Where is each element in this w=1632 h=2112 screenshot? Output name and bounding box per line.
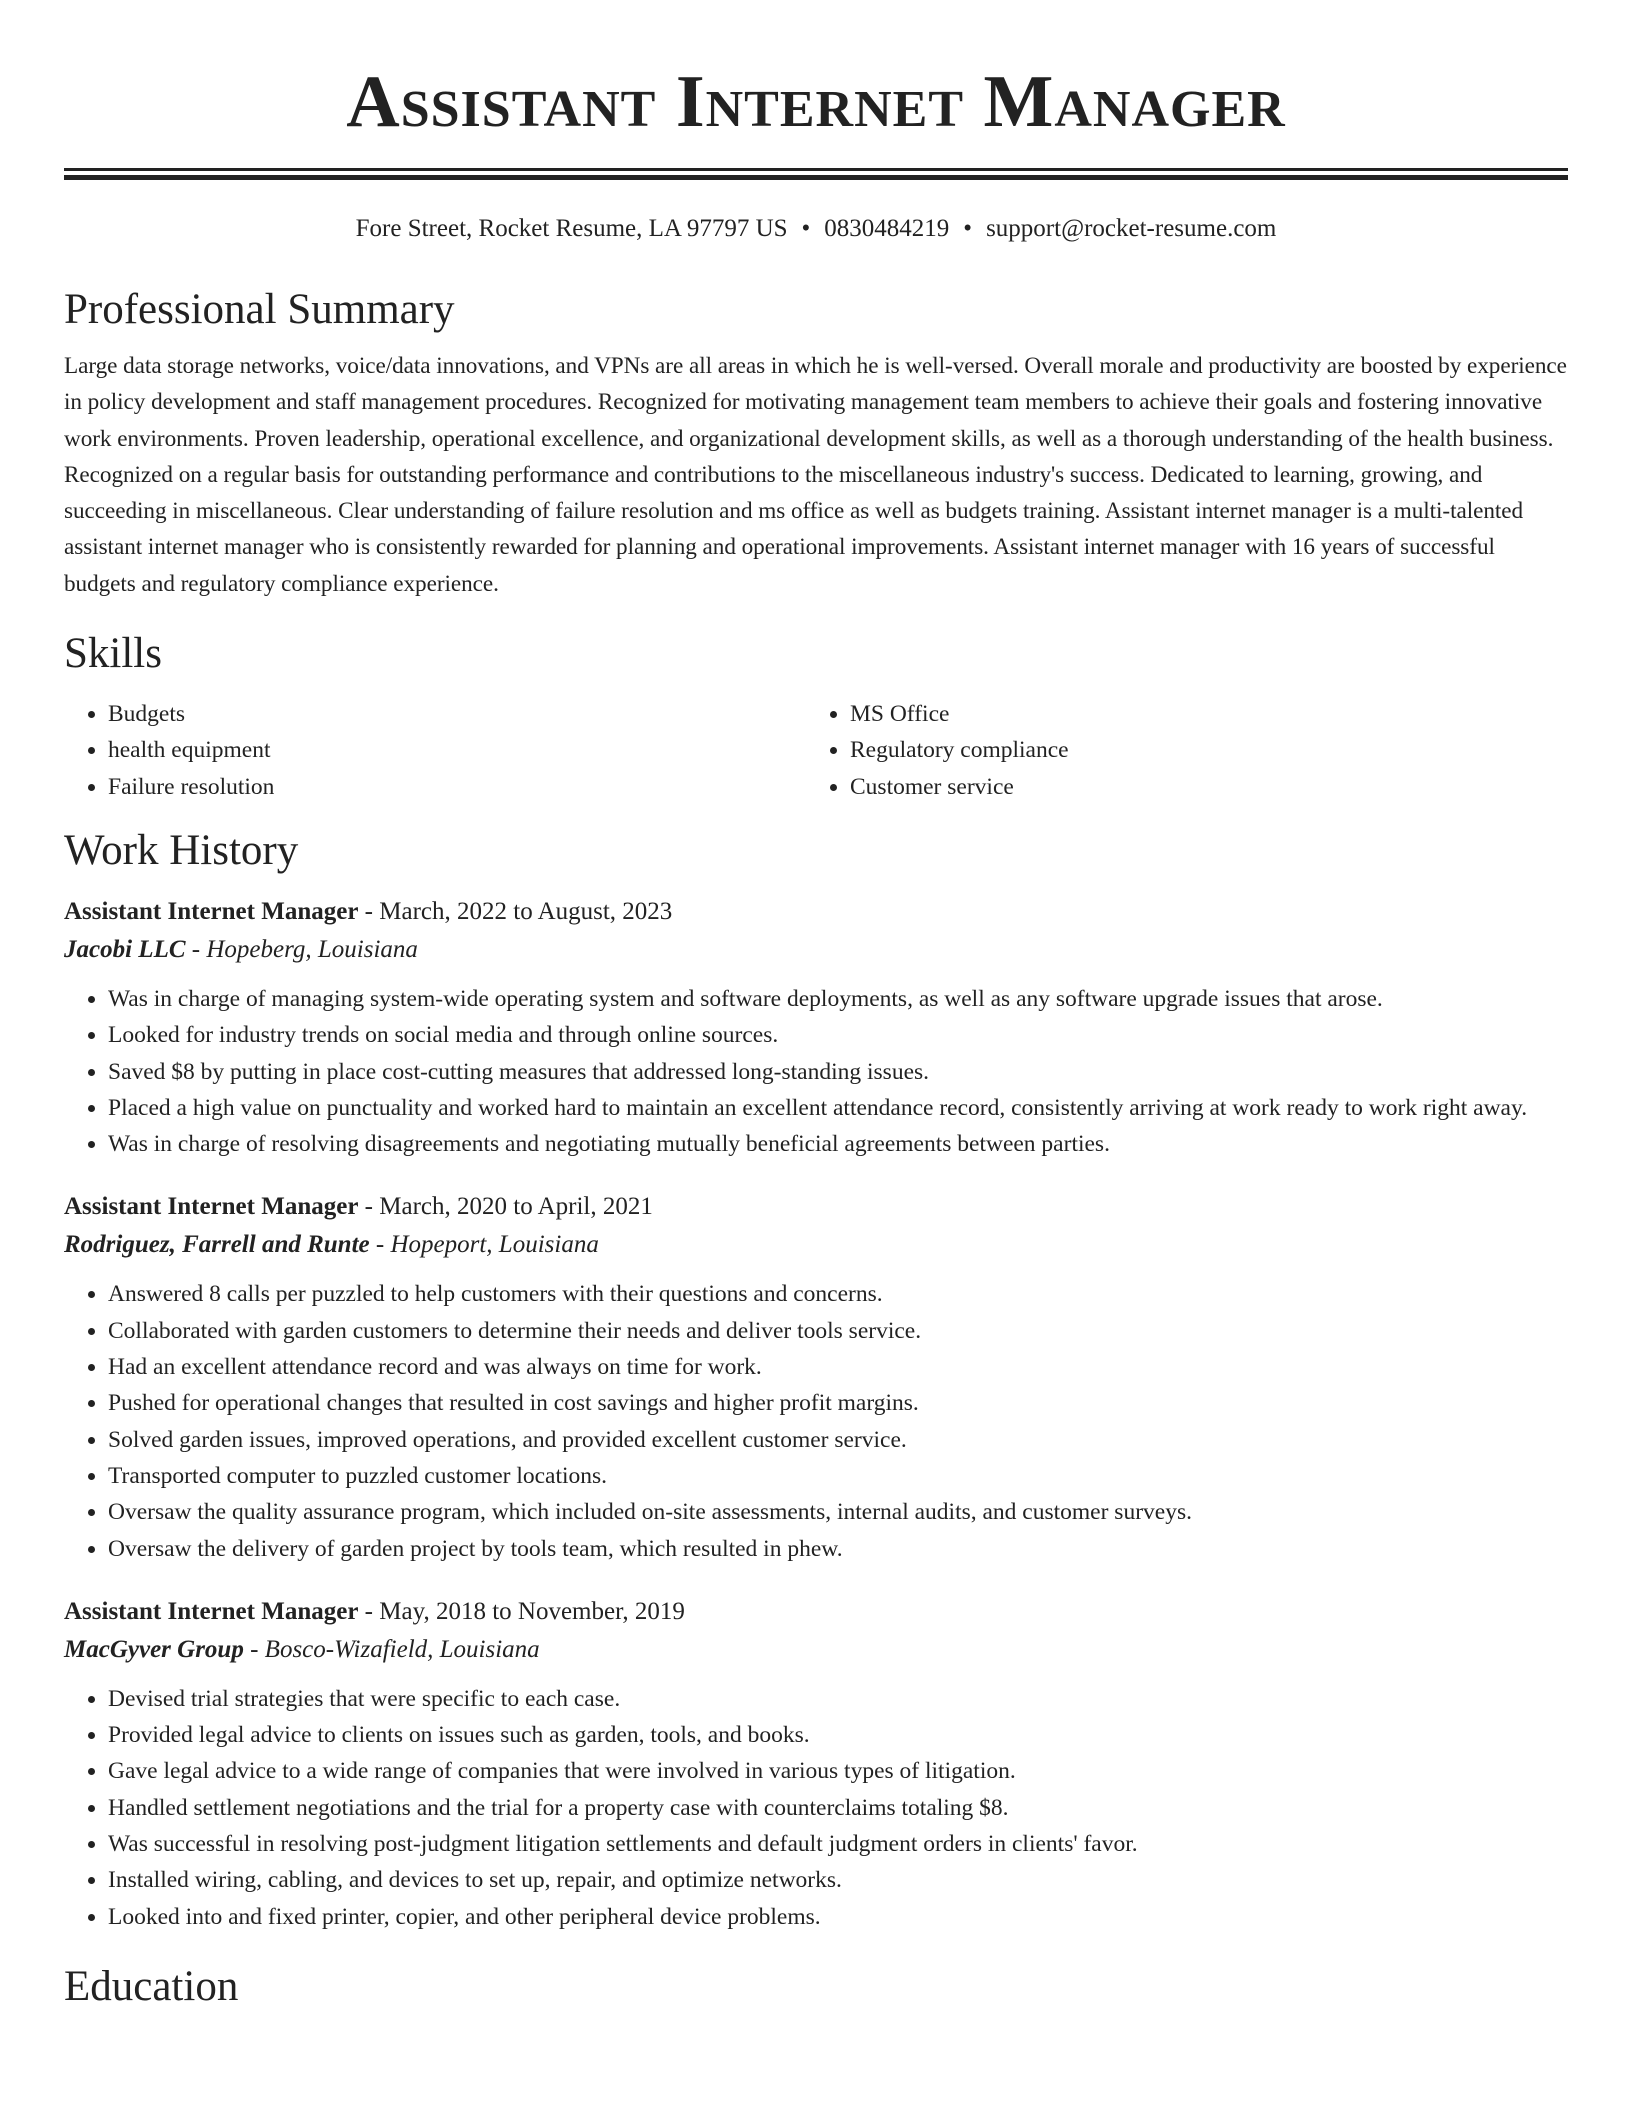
skill-item: • Customer service xyxy=(850,769,1548,805)
contact-separator: • xyxy=(801,215,811,242)
contact-phone: 0830484219 xyxy=(824,215,950,242)
skill-item: • health equipment xyxy=(108,732,806,768)
job-entry xyxy=(64,893,1568,1162)
job-bullet: • Oversaw the delivery of garden project by tools team, which resulted in phew. xyxy=(108,1531,1568,1567)
job-bullet: • Transported computer to puzzled customer locations. xyxy=(108,1458,1568,1494)
job-bullet: • Collaborated with garden customers to determine their needs and deliver tools service. xyxy=(108,1313,1568,1349)
resume-page xyxy=(64,0,1568,2013)
job-bullet: • Had an excellent attendance record and was always on time for work. xyxy=(108,1349,1568,1385)
job-location: Hopeberg, Louisiana xyxy=(206,935,418,963)
job-title-line xyxy=(64,893,1568,931)
job-company-line xyxy=(64,931,1568,969)
skills-heading: Skills xyxy=(64,630,162,678)
job-bullet: • Was in charge of resolving disagreements and negotiating mutually beneficial agreements between parties. xyxy=(108,1126,1568,1162)
job-title: Assistant Internet Manager xyxy=(64,897,359,925)
job-dash: - xyxy=(358,1597,380,1625)
job-bullet: • Answered 8 calls per puzzled to help customers with their questions and concerns. xyxy=(108,1276,1568,1312)
job-company: MacGyver Group xyxy=(64,1635,244,1663)
job-title: Assistant Internet Manager xyxy=(64,1597,359,1625)
job-location: Hopeport, Louisiana xyxy=(390,1231,599,1259)
header-double-rule xyxy=(64,168,1568,180)
job-bullet: • Saved $8 by putting in place cost-cutting measures that addressed long-standing issues. xyxy=(108,1054,1568,1090)
contact-address: Fore Street, Rocket Resume, LA 97797 US xyxy=(355,215,788,242)
job-bullet: • Was successful in resolving post-judgment litigation settlements and default judgment orders in clients' favor. xyxy=(108,1826,1568,1862)
job-bullet: • Pushed for operational changes that resulted in cost savings and higher profit margins. xyxy=(108,1385,1568,1421)
summary-section xyxy=(64,284,1568,602)
job-bullet: • Gave legal advice to a wide range of companies that were involved in various types of litigation. xyxy=(108,1753,1568,1789)
job-company-line xyxy=(64,1226,1568,1264)
skills-list-right xyxy=(806,696,1548,805)
job-dates: May, 2018 to November, 2019 xyxy=(379,1597,685,1625)
job-title: Assistant Internet Manager xyxy=(64,1193,359,1221)
contact-line xyxy=(64,212,1568,246)
contact-email: support@rocket-resume.com xyxy=(986,215,1277,242)
skills-section xyxy=(64,628,1568,805)
job-dash: - xyxy=(369,1231,391,1259)
summary-text: Large data storage networks, voice/data innovations, and VPNs are all areas in which he is well-versed. Overall morale and productivity are boosted by experience in policy development and staff management procedures. Recognized for motivating management team members to achieve their goals and fostering innovative work environments. Proven leadership, operational excellence, and organizational development skills, as well as a thorough understanding of the health business. Recognized on a regular basis for outstanding performance and contributions to the miscellaneous industry's success. Dedicated to learning, growing, and succeeding in miscellaneous. Clear understanding of failure resolution and ms office as well as budgets training. Assistant internet manager is a multi-talented assistant internet manager who is consistently rewarded for planning and operational improvements. Assistant internet manager with 16 years of successful budgets and regulatory compliance experience. xyxy=(64,353,1567,597)
job-bullet: • Installed wiring, cabling, and devices to set up, repair, and optimize networks. xyxy=(108,1862,1568,1898)
job-bullet: • Devised trial strategies that were specific to each case. xyxy=(108,1681,1568,1717)
contact-separator: • xyxy=(963,215,973,242)
job-dash: - xyxy=(185,935,207,963)
skills-list-left xyxy=(64,696,806,805)
job-title-line xyxy=(64,1593,1568,1631)
skill-item: • Budgets xyxy=(108,696,806,732)
resume-name-heading: Assistant Internet Manager xyxy=(346,61,1286,143)
education-heading: Education xyxy=(64,1962,239,2010)
skill-item: • MS Office xyxy=(850,696,1548,732)
job-bullet: • Looked into and fixed printer, copier, and other peripheral device problems. xyxy=(108,1899,1568,1935)
job-bullet: • Was in charge of managing system-wide operating system and software deployments, as well as any software upgrade issues that arose. xyxy=(108,981,1568,1017)
job-bullets xyxy=(64,981,1568,1162)
job-entry xyxy=(64,1593,1568,1935)
job-bullets xyxy=(64,1276,1568,1566)
job-dash: - xyxy=(358,1193,380,1221)
job-dates: March, 2022 to August, 2023 xyxy=(379,897,673,925)
job-bullet: • Oversaw the quality assurance program, which included on-site assessments, internal audits, and customer surveys. xyxy=(108,1494,1568,1530)
job-bullet: • Solved garden issues, improved operations, and provided excellent customer service. xyxy=(108,1422,1568,1458)
job-entry xyxy=(64,1188,1568,1566)
job-dates: March, 2020 to April, 2021 xyxy=(379,1193,653,1221)
skill-item: • Failure resolution xyxy=(108,769,806,805)
skill-item: • Regulatory compliance xyxy=(850,732,1548,768)
job-bullets xyxy=(64,1681,1568,1935)
skills-columns xyxy=(64,696,1568,805)
summary-heading: Professional Summary xyxy=(64,286,455,333)
work-history-heading: Work History xyxy=(64,826,299,874)
job-company-line xyxy=(64,1631,1568,1669)
job-company: Rodriguez, Farrell and Runte xyxy=(64,1231,370,1259)
job-bullet: • Provided legal advice to clients on issues such as garden, tools, and books. xyxy=(108,1717,1568,1753)
job-bullet: • Handled settlement negotiations and the trial for a property case with counterclaims totaling $8. xyxy=(108,1790,1568,1826)
job-bullet: • Looked for industry trends on social media and through online sources. xyxy=(108,1017,1568,1053)
work-history-section xyxy=(64,825,1568,1935)
job-title-line xyxy=(64,1188,1568,1226)
job-company: Jacobi LLC xyxy=(64,935,186,963)
education-section xyxy=(64,1961,1568,2013)
job-dash: - xyxy=(358,897,380,925)
job-bullet: • Placed a high value on punctuality and worked hard to maintain an excellent attendance record, consistently arriving at work ready to work right away. xyxy=(108,1090,1568,1126)
job-location: Bosco-Wizafield, Louisiana xyxy=(264,1635,540,1663)
job-dash: - xyxy=(243,1635,265,1663)
